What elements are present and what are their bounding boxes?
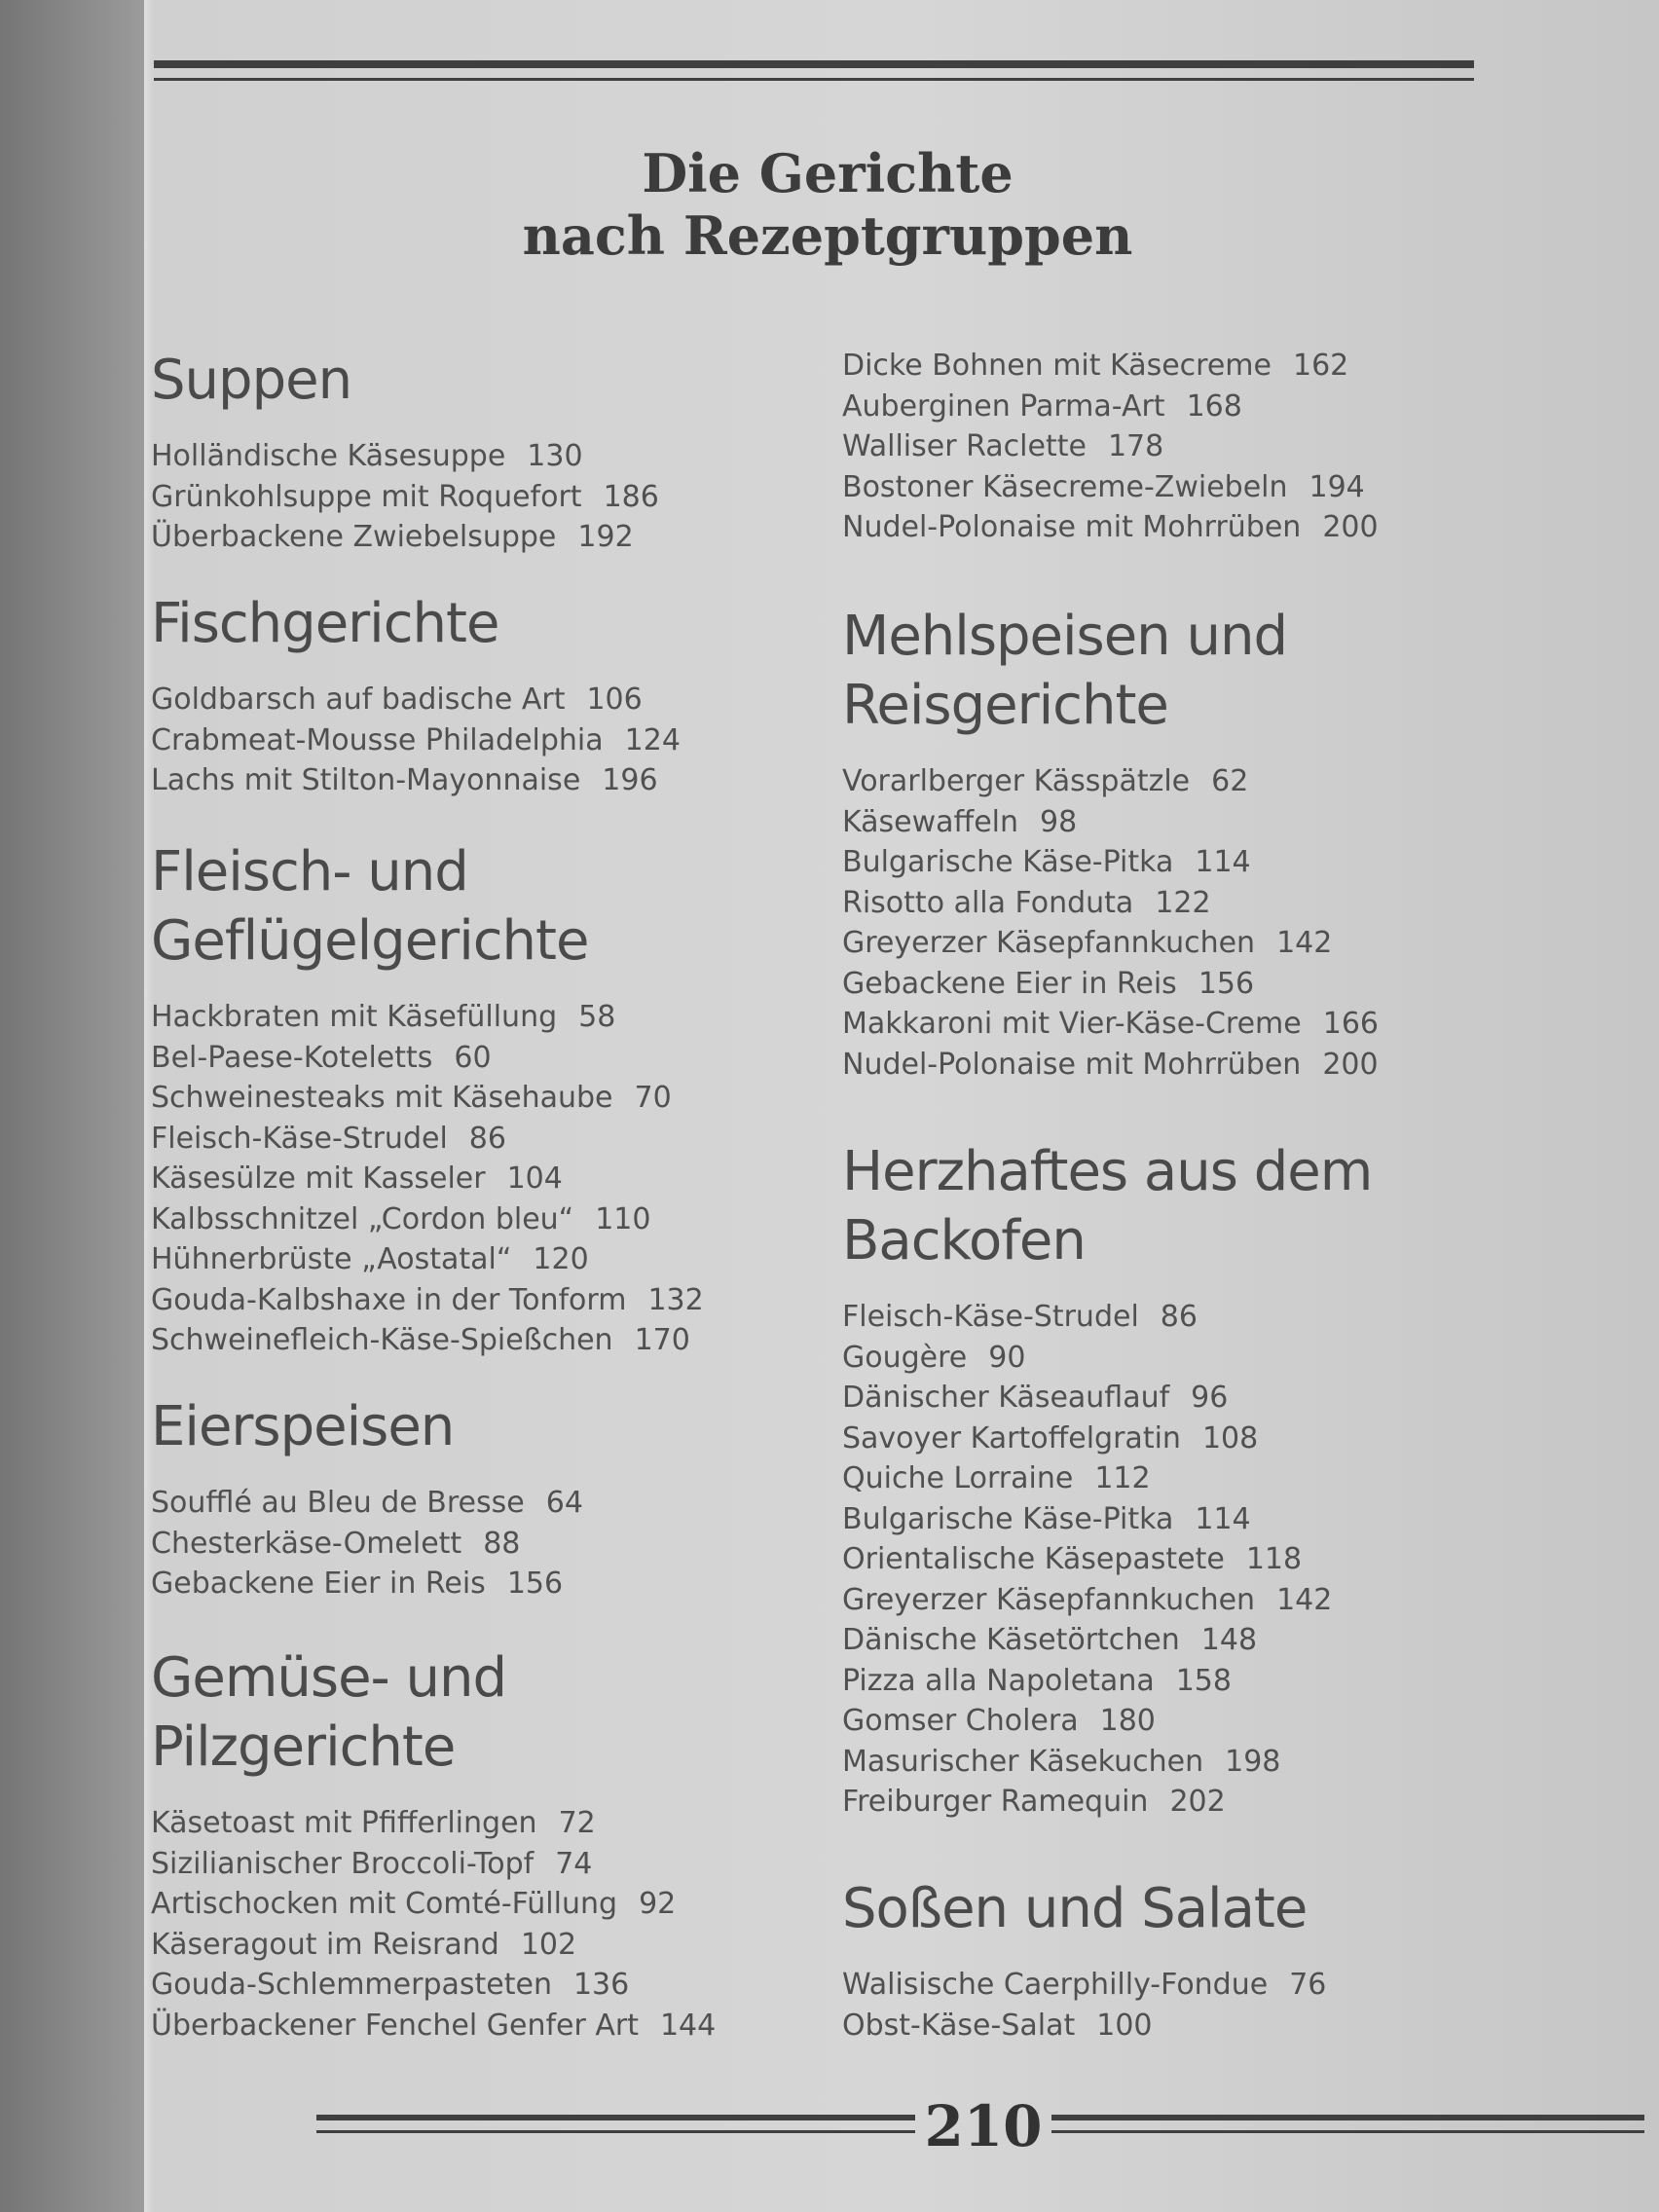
section-heading [151, 1392, 774, 1461]
recipe-name: Bel-Paese-Koteletts [151, 1040, 433, 1075]
recipe-entry [842, 1297, 1465, 1338]
recipe-entry [842, 346, 1465, 387]
recipe-entry [151, 1239, 774, 1280]
recipe-name: Gougère [842, 1340, 968, 1375]
recipe-name: Holländische Käsesuppe [151, 439, 506, 473]
recipe-name: Risotto alla Fonduta [842, 885, 1134, 920]
recipe-entry [842, 1580, 1465, 1621]
recipe-list [842, 1965, 1465, 2046]
section-heading-line: Soßen und Salate [842, 1877, 1308, 1940]
recipe-entry [842, 1045, 1465, 1086]
recipe-name: Gomser Cholera [842, 1704, 1079, 1738]
recipe-entry [151, 1884, 774, 1925]
recipe-page-number: 136 [572, 1968, 630, 2002]
recipe-name: Sizilianischer Broccoli-Topf [151, 1846, 535, 1881]
recipe-name: Überbackener Fenchel Genfer Art [151, 2008, 639, 2043]
recipe-entry [842, 426, 1465, 467]
recipe-page-number: 110 [595, 1201, 651, 1236]
recipe-name: Soufflé au Bleu de Bresse [151, 1486, 525, 1520]
page-footer [316, 2093, 1644, 2161]
recipe-page-number: 168 [1186, 388, 1242, 424]
recipe-name: Käsesülze mit Kasseler [151, 1161, 486, 1196]
recipe-entry [842, 1338, 1465, 1379]
recipe-name: Dänische Käsetörtchen [842, 1623, 1180, 1657]
recipe-entry [842, 467, 1465, 508]
page-title-line-1: Die Gerichte [642, 142, 1014, 204]
recipe-entry [842, 842, 1465, 883]
recipe-entry [151, 1320, 774, 1361]
recipe-page-number: 118 [1245, 1542, 1303, 1576]
recipe-name: Gouda-Schlemmerpasteten [151, 1968, 552, 2002]
recipe-entry [842, 1701, 1465, 1742]
section-heading-line: Geflügelgerichte [151, 909, 589, 973]
recipe-name: Käseragout im Reisrand [151, 1927, 499, 1962]
recipe-name: Schweinesteaks mit Käsehaube [151, 1081, 613, 1115]
recipe-page-number: 156 [1198, 966, 1255, 1001]
recipe-entry [151, 680, 774, 720]
section [151, 1392, 774, 1604]
top-rule-thin [154, 78, 1474, 81]
recipe-list [151, 1483, 774, 1604]
section-heading-line: Suppen [151, 349, 352, 412]
recipe-name: Hackbraten mit Käsefüllung [151, 1000, 558, 1034]
recipe-name: Dänischer Käseauflauf [842, 1381, 1170, 1415]
section [842, 1137, 1465, 1823]
recipe-page-number: 180 [1099, 1704, 1156, 1738]
recipe-name: Bulgarische Käse-Pitka [842, 845, 1174, 879]
recipe-name: Quiche Lorraine [842, 1461, 1074, 1495]
recipe-page-number: 60 [454, 1040, 492, 1075]
recipe-list [151, 997, 774, 1361]
recipe-entry [151, 1199, 774, 1240]
section-heading [842, 1874, 1465, 1943]
recipe-name: Freiburger Ramequin [842, 1785, 1149, 1819]
section-heading-line: Herzhaftes aus dem [842, 1140, 1373, 1203]
section-heading [151, 1643, 774, 1782]
recipe-page-number: 196 [602, 763, 658, 797]
footer-rule-right-thick [1051, 2115, 1644, 2120]
recipe-page-number: 108 [1201, 1420, 1259, 1456]
recipe-entry [842, 1499, 1465, 1540]
recipe-name: Makkaroni mit Vier-Käse-Creme [842, 1007, 1302, 1041]
recipe-entry [151, 1038, 774, 1079]
top-rule-thick [154, 60, 1474, 68]
recipe-entry [151, 436, 774, 477]
recipe-name: Greyerzer Käsepfannkuchen [842, 926, 1256, 960]
recipe-page-number: 104 [506, 1161, 563, 1196]
recipe-page-number: 132 [647, 1282, 704, 1317]
recipe-page-number: 124 [624, 722, 681, 757]
recipe-page-number: 202 [1169, 1785, 1226, 1819]
section [151, 589, 774, 801]
recipe-name: Greyerzer Käsepfannkuchen [842, 1582, 1256, 1617]
recipe-page-number: 114 [1195, 1501, 1251, 1536]
recipe-entry [842, 923, 1465, 964]
recipe-page-number: 148 [1200, 1623, 1258, 1657]
recipe-page-number: 74 [555, 1846, 593, 1881]
recipe-list [842, 1297, 1465, 1823]
recipe-entry [842, 964, 1465, 1005]
recipe-name: Artischocken mit Comté-Füllung [151, 1887, 618, 1921]
section-heading [151, 837, 774, 976]
recipe-entry [842, 802, 1465, 843]
recipe-page-number: 96 [1191, 1381, 1229, 1415]
section [151, 837, 774, 1361]
recipe-page-number: 120 [533, 1242, 589, 1276]
recipe-entry [842, 507, 1465, 548]
recipe-page-number: 62 [1211, 764, 1249, 798]
recipe-name: Käsetoast mit Pfifferlingen [151, 1806, 537, 1840]
recipe-entry [151, 477, 774, 518]
recipe-name: Überbackene Zwiebelsuppe [151, 520, 557, 554]
recipe-page-number: 70 [634, 1081, 672, 1115]
recipe-name: Gouda-Kalbshaxe in der Tonform [151, 1282, 627, 1317]
recipe-entry [151, 517, 774, 558]
recipe-page-number: 200 [1322, 1047, 1379, 1082]
footer-rule-left-thick [316, 2115, 915, 2120]
recipe-page-number: 112 [1094, 1461, 1151, 1495]
recipe-entry [151, 1159, 774, 1199]
recipe-entry [842, 1458, 1465, 1499]
recipe-name: Nudel-Polonaise mit Mohrrüben [842, 1047, 1302, 1082]
recipe-name: Käsewaffeln [842, 804, 1019, 839]
recipe-page-number: 64 [545, 1486, 583, 1520]
section-heading-line: Pilzgerichte [151, 1715, 456, 1779]
recipe-entry [151, 1078, 774, 1119]
recipe-entry [151, 1925, 774, 1966]
recipe-name: Savoyer Kartoffelgratin [842, 1420, 1181, 1456]
recipe-name: Fleisch-Käse-Strudel [151, 1121, 448, 1156]
recipe-name: Grünkohlsuppe mit Roquefort [151, 479, 582, 514]
recipe-list [842, 761, 1465, 1085]
recipe-entry [842, 1539, 1465, 1580]
recipe-page-number: 88 [483, 1526, 521, 1561]
page-title [292, 142, 1363, 267]
recipe-page-number: 142 [1276, 926, 1333, 960]
recipe-page-number: 200 [1322, 510, 1379, 544]
recipe-name: Dicke Bohnen mit Käsecreme [842, 349, 1272, 383]
book-spine-shadow [0, 0, 144, 2212]
recipe-entry [151, 1803, 774, 1844]
recipe-entry [842, 1004, 1465, 1045]
recipe-entry [842, 2006, 1465, 2046]
recipe-entry [842, 883, 1465, 924]
recipe-name: Nudel-Polonaise mit Mohrrüben [842, 510, 1302, 544]
section-heading [842, 1137, 1465, 1275]
recipe-name: Schweinefleich-Käse-Spießchen [151, 1323, 613, 1357]
recipe-page-number: 106 [586, 682, 643, 717]
recipe-page-number: 198 [1225, 1744, 1281, 1779]
recipe-entry [842, 1661, 1465, 1702]
recipe-name: Orientalische Käsepastete [842, 1542, 1225, 1576]
page-title-line-2: nach Rezeptgruppen [522, 204, 1133, 267]
recipe-entry [842, 1620, 1465, 1661]
recipe-page-number: 166 [1322, 1007, 1380, 1041]
recipe-name: Hühnerbrüste „Aostatal“ [151, 1242, 512, 1276]
recipe-page-number: 100 [1096, 2008, 1153, 2043]
section-heading-line: Fleisch- und [151, 840, 468, 903]
recipe-page-number: 192 [577, 520, 634, 554]
recipe-entry [842, 1742, 1465, 1783]
footer-rule-left-thin [316, 2130, 915, 2133]
recipe-name: Bulgarische Käse-Pitka [842, 1501, 1174, 1536]
recipe-name: Auberginen Parma-Art [842, 388, 1165, 424]
recipe-name: Walisische Caerphilly-Fondue [842, 1968, 1269, 2002]
recipe-page-number: 92 [639, 1887, 677, 1921]
page-number: 210 [924, 2093, 1043, 2159]
recipe-name: Kalbsschnitzel „Cordon bleu“ [151, 1201, 574, 1236]
recipe-entry [842, 387, 1465, 427]
recipe-page-number: 178 [1107, 429, 1164, 463]
recipe-list [151, 1803, 774, 2046]
recipe-name: Obst-Käse-Salat [842, 2008, 1076, 2043]
recipe-page-number: 156 [506, 1567, 564, 1601]
recipe-entry [151, 1483, 774, 1524]
recipe-entry [151, 1524, 774, 1565]
recipe-name: Masurischer Käsekuchen [842, 1744, 1204, 1779]
recipe-page-number: 194 [1309, 469, 1365, 504]
recipe-page-number: 58 [578, 1000, 616, 1034]
recipe-page-number: 86 [1160, 1300, 1198, 1334]
recipe-list [151, 680, 774, 801]
recipe-name: Pizza alla Napoletana [842, 1663, 1155, 1698]
recipe-page-number: 76 [1289, 1968, 1327, 2002]
recipe-page-number: 170 [634, 1323, 690, 1357]
recipe-name: Gebackene Eier in Reis [151, 1567, 486, 1601]
section-heading-line: Reisgerichte [842, 674, 1168, 737]
section-heading [151, 346, 774, 415]
recipe-page-number: 114 [1195, 845, 1251, 879]
section [151, 346, 774, 558]
recipe-page-number: 90 [988, 1340, 1026, 1375]
footer-rule-right-thin [1051, 2130, 1644, 2133]
recipe-page-number: 130 [527, 439, 583, 473]
recipe-name: Crabmeat-Mousse Philadelphia [151, 722, 604, 757]
section-heading-line: Gemüse- und [151, 1646, 507, 1710]
recipe-entry [842, 1965, 1465, 2006]
recipe-entry [151, 1280, 774, 1321]
section-heading-line: Fischgerichte [151, 592, 499, 655]
recipe-page-number: 72 [558, 1806, 596, 1840]
recipe-name: Vorarlberger Kässpätzle [842, 764, 1191, 798]
section-heading-line: Mehlspeisen und [842, 605, 1288, 668]
recipe-list [842, 346, 1465, 548]
section [842, 602, 1465, 1085]
recipe-name: Lachs mit Stilton-Mayonnaise [151, 763, 581, 797]
section [151, 1643, 774, 2046]
recipe-entry [842, 1419, 1465, 1459]
section [842, 1874, 1465, 2046]
section-heading-line: Eierspeisen [151, 1395, 455, 1458]
recipe-name: Chesterkäse-Omelett [151, 1526, 462, 1561]
recipe-page-number: 144 [659, 2008, 717, 2043]
recipe-name: Gebackene Eier in Reis [842, 966, 1177, 1001]
recipe-page-number: 98 [1040, 804, 1078, 839]
recipe-name: Walliser Raclette [842, 429, 1087, 463]
recipe-entry [842, 761, 1465, 802]
recipe-list [151, 436, 774, 558]
recipe-page-number: 162 [1292, 349, 1349, 383]
recipe-entry [151, 997, 774, 1038]
recipe-name: Fleisch-Käse-Strudel [842, 1300, 1139, 1334]
recipe-entry [842, 1378, 1465, 1419]
recipe-entry [151, 2006, 774, 2046]
recipe-entry [151, 1119, 774, 1160]
recipe-page-number: 142 [1276, 1582, 1333, 1617]
recipe-entry [151, 1965, 774, 2006]
recipe-page-number: 158 [1175, 1663, 1232, 1698]
section-heading [842, 602, 1465, 740]
section-heading-line: Backofen [842, 1209, 1086, 1272]
recipe-entry [842, 1782, 1465, 1823]
section-heading [151, 589, 774, 658]
recipe-page-number: 102 [520, 1927, 577, 1962]
recipe-page-number: 86 [468, 1121, 506, 1156]
recipe-entry [151, 720, 774, 761]
recipe-page-number: 186 [603, 479, 659, 514]
recipe-name: Bostoner Käsecreme-Zwiebeln [842, 469, 1288, 504]
recipe-entry [151, 1564, 774, 1604]
recipe-page-number: 122 [1155, 885, 1211, 920]
recipe-entry [151, 760, 774, 801]
section [842, 346, 1465, 548]
recipe-entry [151, 1844, 774, 1885]
recipe-name: Goldbarsch auf badische Art [151, 682, 566, 717]
